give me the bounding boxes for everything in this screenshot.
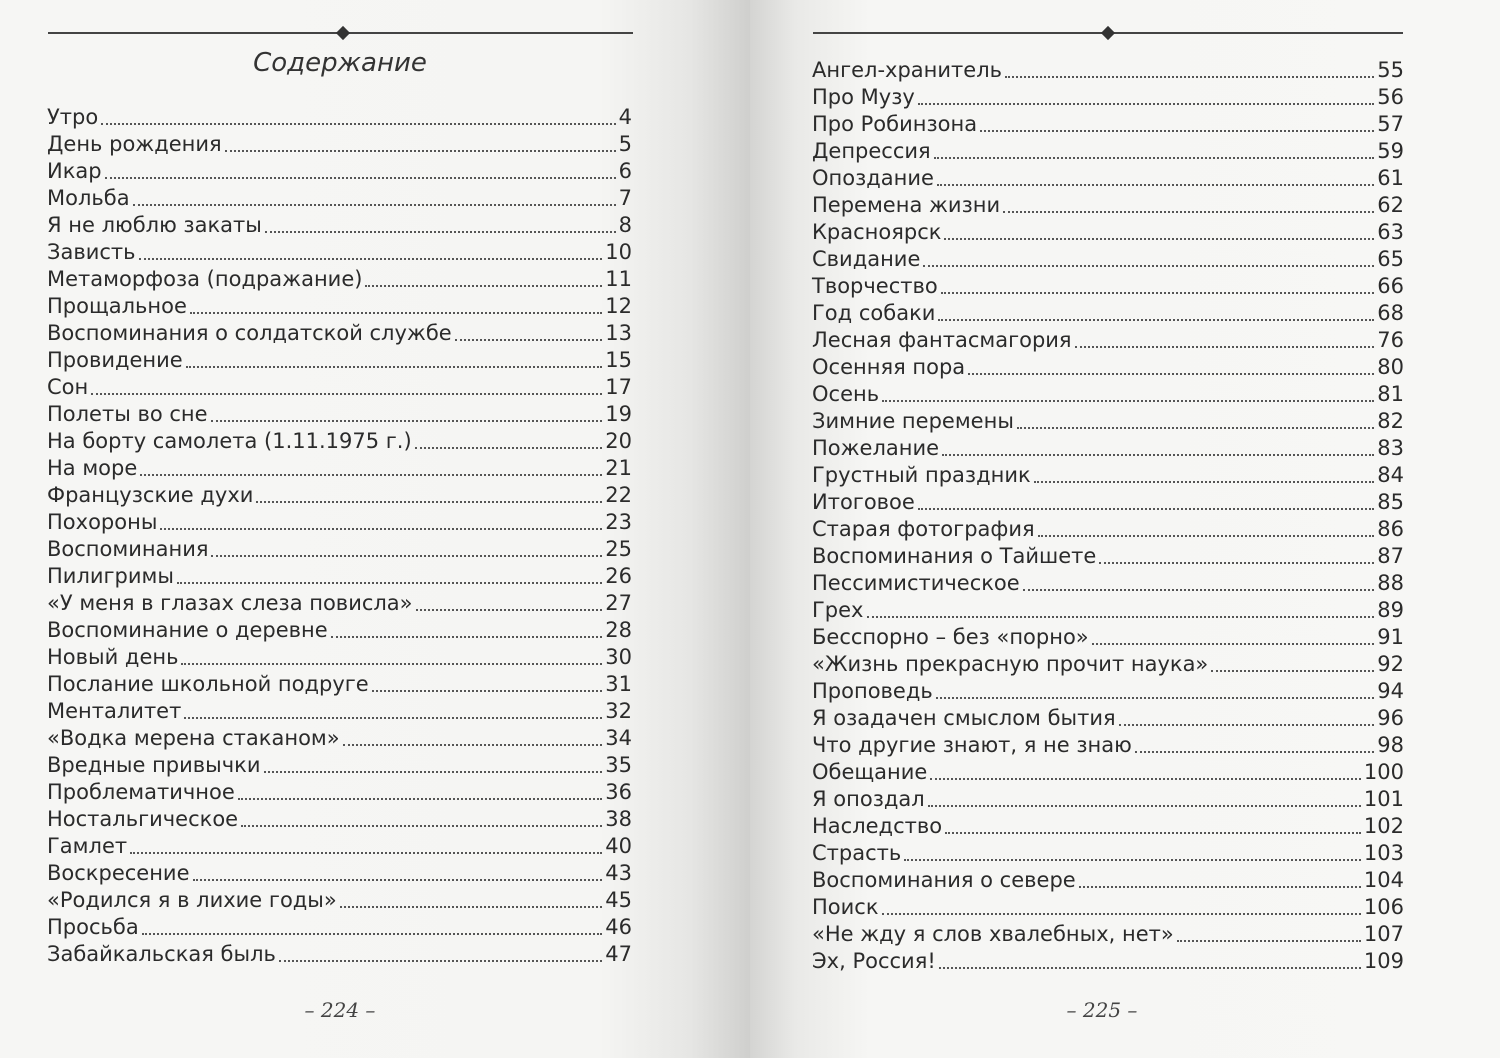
toc-entry-page: 82 bbox=[1377, 409, 1404, 433]
dot-leader bbox=[415, 447, 603, 449]
toc-entry-title: Пожелание bbox=[812, 436, 940, 460]
toc-entry-title: Осень bbox=[812, 382, 880, 406]
toc-entry bbox=[47, 374, 632, 401]
dot-leader bbox=[160, 528, 602, 530]
dot-leader bbox=[1211, 670, 1374, 672]
toc-entry-page: 63 bbox=[1377, 220, 1404, 244]
toc-entry-page: 96 bbox=[1377, 706, 1404, 730]
toc-entry-page: 98 bbox=[1377, 733, 1404, 757]
toc-entry bbox=[47, 158, 632, 185]
toc-entry bbox=[812, 327, 1404, 354]
dot-leader bbox=[372, 690, 603, 692]
toc-entry-title: Воскресение bbox=[47, 861, 190, 885]
toc-entry-page: 38 bbox=[605, 807, 632, 831]
toc-entry bbox=[47, 455, 632, 482]
toc-entry bbox=[812, 840, 1404, 867]
toc-entry bbox=[47, 779, 632, 806]
toc-entry-page: 30 bbox=[605, 645, 632, 669]
toc-entry bbox=[47, 725, 632, 752]
toc-entry-page: 35 bbox=[605, 753, 632, 777]
dot-leader bbox=[944, 238, 1374, 240]
toc-entry-page: 100 bbox=[1363, 760, 1404, 784]
toc-entry-page: 91 bbox=[1377, 625, 1404, 649]
toc-entry bbox=[47, 185, 632, 212]
toc-entry-title: Пилигримы bbox=[47, 564, 174, 588]
dot-leader bbox=[934, 157, 1375, 159]
toc-entry-title: Я опоздал bbox=[812, 787, 925, 811]
toc-entry-title: Утро bbox=[47, 105, 99, 129]
dot-leader bbox=[1092, 643, 1375, 645]
toc-entry bbox=[47, 644, 632, 671]
toc-entry-title: Зимние перемены bbox=[812, 409, 1014, 433]
dot-leader bbox=[416, 609, 603, 611]
toc-entry bbox=[47, 536, 632, 563]
dot-leader bbox=[256, 501, 602, 503]
toc-entry bbox=[812, 813, 1404, 840]
toc-entry-title: Просьба bbox=[47, 915, 139, 939]
dot-leader bbox=[1003, 211, 1374, 213]
toc-entry bbox=[812, 543, 1404, 570]
toc-entry-title: Провидение bbox=[47, 348, 183, 372]
toc-entry-page: 81 bbox=[1377, 382, 1404, 406]
toc-entry-title: Наследство bbox=[812, 814, 943, 838]
toc-entry bbox=[812, 435, 1404, 462]
dot-leader bbox=[904, 859, 1361, 861]
dot-leader bbox=[331, 636, 603, 638]
toc-entry-page: 68 bbox=[1377, 301, 1404, 325]
toc-entry bbox=[47, 104, 632, 131]
toc-entry-page: 103 bbox=[1363, 841, 1404, 865]
toc-entry-page: 40 bbox=[605, 834, 632, 858]
toc-entry bbox=[812, 570, 1404, 597]
toc-entry-title: Я озадачен смыслом бытия bbox=[812, 706, 1116, 730]
toc-entry-title: Про Музу bbox=[812, 85, 915, 109]
toc-entry-page: 8 bbox=[618, 213, 632, 237]
toc-entry-page: 5 bbox=[618, 132, 632, 156]
toc-entry bbox=[47, 806, 632, 833]
dot-leader bbox=[190, 312, 602, 314]
toc-entry-page: 17 bbox=[605, 375, 632, 399]
toc-entry-title: Вредные привычки bbox=[47, 753, 261, 777]
dot-leader bbox=[968, 373, 1374, 375]
toc-entry-title: Забайкальская быль bbox=[47, 942, 276, 966]
dot-leader bbox=[941, 292, 1375, 294]
toc-entry-page: 56 bbox=[1377, 85, 1404, 109]
dot-leader bbox=[882, 913, 1361, 915]
toc-entry-title: «Водка мерена стаканом» bbox=[47, 726, 340, 750]
dot-leader bbox=[211, 555, 602, 557]
dot-leader bbox=[279, 960, 602, 962]
dot-leader bbox=[980, 130, 1374, 132]
dot-leader bbox=[343, 744, 603, 746]
toc-entry bbox=[812, 678, 1404, 705]
toc-entry bbox=[47, 887, 632, 914]
toc-entry-page: 102 bbox=[1363, 814, 1404, 838]
dot-leader bbox=[918, 508, 1374, 510]
toc-entry bbox=[812, 921, 1404, 948]
toc-entry-title: Прощальное bbox=[47, 294, 187, 318]
toc-entry-title: Обещание bbox=[812, 760, 928, 784]
toc-entry-title: Я не люблю закаты bbox=[47, 213, 262, 237]
dot-leader bbox=[1177, 940, 1361, 942]
toc-entry-title: «Жизнь прекрасную прочит наука» bbox=[812, 652, 1209, 676]
dot-leader bbox=[264, 771, 603, 773]
toc-entry bbox=[47, 914, 632, 941]
dot-leader bbox=[937, 184, 1374, 186]
toc-entry-title: Послание школьной подруге bbox=[47, 672, 369, 696]
toc-entry-page: 76 bbox=[1377, 328, 1404, 352]
toc-entry-title: Итоговое bbox=[812, 490, 915, 514]
toc-entry-page: 66 bbox=[1377, 274, 1404, 298]
toc-entry-page: 6 bbox=[618, 159, 632, 183]
toc-entry-title: Воспоминания о севере bbox=[812, 868, 1076, 892]
toc-entry-title: Красноярск bbox=[812, 220, 942, 244]
toc-entry-page: 46 bbox=[605, 915, 632, 939]
toc-entry bbox=[812, 138, 1404, 165]
toc-entry-page: 55 bbox=[1377, 58, 1404, 82]
toc-entry-title: Старая фотография bbox=[812, 517, 1035, 541]
rule-ornament-icon bbox=[1101, 26, 1115, 40]
toc-entry-page: 43 bbox=[605, 861, 632, 885]
toc-list-right bbox=[812, 57, 1404, 975]
toc-entry bbox=[47, 563, 632, 590]
toc-entry-page: 22 bbox=[605, 483, 632, 507]
toc-entry-page: 25 bbox=[605, 537, 632, 561]
toc-entry bbox=[47, 212, 632, 239]
dot-leader bbox=[1099, 562, 1374, 564]
toc-entry-title: Лесная фантасмагория bbox=[812, 328, 1072, 352]
dot-leader bbox=[91, 393, 602, 395]
toc-entry-title: Воспоминания о Тайшете bbox=[812, 544, 1097, 568]
toc-entry bbox=[47, 860, 632, 887]
toc-entry-page: 83 bbox=[1377, 436, 1404, 460]
toc-entry-title: Воспоминания bbox=[47, 537, 209, 561]
toc-entry bbox=[47, 509, 632, 536]
dot-leader bbox=[928, 805, 1361, 807]
toc-entry bbox=[812, 489, 1404, 516]
toc-entry bbox=[812, 462, 1404, 489]
header-rule-left bbox=[48, 32, 633, 34]
dot-leader bbox=[1075, 346, 1375, 348]
toc-entry-page: 31 bbox=[605, 672, 632, 696]
toc-entry-page: 47 bbox=[605, 942, 632, 966]
dot-leader bbox=[1034, 481, 1375, 483]
toc-entry-title: Про Робинзона bbox=[812, 112, 978, 136]
toc-entry-title: На море bbox=[47, 456, 138, 480]
toc-entry-page: 104 bbox=[1363, 868, 1404, 892]
dot-leader bbox=[238, 798, 603, 800]
page-title: Содержание bbox=[253, 48, 427, 78]
dot-leader bbox=[918, 103, 1374, 105]
dot-leader bbox=[184, 717, 602, 719]
toc-entry bbox=[812, 732, 1404, 759]
dot-leader bbox=[1079, 886, 1361, 888]
toc-entry-page: 107 bbox=[1363, 922, 1404, 946]
toc-entry bbox=[812, 192, 1404, 219]
dot-leader bbox=[1135, 751, 1374, 753]
toc-entry-page: 85 bbox=[1377, 490, 1404, 514]
page-number-right: – 225 – bbox=[1066, 998, 1138, 1022]
dot-leader bbox=[945, 832, 1361, 834]
dot-leader bbox=[142, 933, 603, 935]
right-page bbox=[750, 0, 1500, 1058]
toc-entry bbox=[47, 590, 632, 617]
toc-entry-title: Ностальгическое bbox=[47, 807, 239, 831]
toc-entry-page: 20 bbox=[605, 429, 632, 453]
dot-leader bbox=[939, 967, 1361, 969]
toc-entry-title: Опоздание bbox=[812, 166, 934, 190]
toc-entry bbox=[812, 894, 1404, 921]
toc-entry bbox=[812, 624, 1404, 651]
toc-entry-title: Эх, Россия! bbox=[812, 949, 936, 973]
toc-entry-page: 62 bbox=[1377, 193, 1404, 217]
toc-entry bbox=[812, 786, 1404, 813]
dot-leader bbox=[1017, 427, 1374, 429]
toc-entry bbox=[812, 300, 1404, 327]
toc-entry-page: 4 bbox=[618, 105, 632, 129]
dot-leader bbox=[105, 177, 616, 179]
toc-entry-title: «Не жду я слов хвалебных, нет» bbox=[812, 922, 1174, 946]
dot-leader bbox=[882, 400, 1374, 402]
dot-leader bbox=[181, 663, 602, 665]
toc-entry-page: 106 bbox=[1363, 895, 1404, 919]
toc-entry-page: 19 bbox=[605, 402, 632, 426]
toc-entry bbox=[47, 698, 632, 725]
dot-leader bbox=[211, 420, 603, 422]
toc-entry bbox=[47, 347, 632, 374]
toc-entry-page: 88 bbox=[1377, 571, 1404, 595]
toc-entry-title: Грех bbox=[812, 598, 864, 622]
dot-leader bbox=[177, 582, 602, 584]
dot-leader bbox=[130, 852, 602, 854]
toc-entry bbox=[47, 266, 632, 293]
toc-entry-title: Мольба bbox=[47, 186, 130, 210]
toc-entry bbox=[812, 381, 1404, 408]
toc-entry-page: 11 bbox=[605, 267, 632, 291]
toc-entry bbox=[812, 165, 1404, 192]
toc-entry-title: Страсть bbox=[812, 841, 902, 865]
toc-entry bbox=[812, 354, 1404, 381]
toc-list-left bbox=[47, 104, 632, 968]
toc-entry-page: 80 bbox=[1377, 355, 1404, 379]
toc-entry bbox=[47, 239, 632, 266]
toc-entry-page: 26 bbox=[605, 564, 632, 588]
dot-leader bbox=[186, 366, 603, 368]
toc-entry-title: Менталитет bbox=[47, 699, 182, 723]
toc-entry-title: «У меня в глазах слеза повисла» bbox=[47, 591, 413, 615]
dot-leader bbox=[241, 825, 602, 827]
toc-entry-page: 27 bbox=[605, 591, 632, 615]
toc-entry bbox=[812, 57, 1404, 84]
toc-entry-page: 92 bbox=[1377, 652, 1404, 676]
toc-entry-title: Творчество bbox=[812, 274, 938, 298]
toc-entry-page: 28 bbox=[605, 618, 632, 642]
rule-ornament-icon bbox=[336, 26, 350, 40]
toc-entry-title: Грустный праздник bbox=[812, 463, 1031, 487]
toc-entry-title: Пессимистическое bbox=[812, 571, 1020, 595]
dot-leader bbox=[936, 697, 1375, 699]
toc-entry-title: Проповедь bbox=[812, 679, 933, 703]
toc-entry-page: 94 bbox=[1377, 679, 1404, 703]
toc-entry-page: 12 bbox=[605, 294, 632, 318]
toc-entry bbox=[812, 948, 1404, 975]
dot-leader bbox=[867, 616, 1375, 618]
dot-leader bbox=[1038, 535, 1375, 537]
toc-entry-page: 84 bbox=[1377, 463, 1404, 487]
toc-entry-title: Год собаки bbox=[812, 301, 936, 325]
toc-entry-page: 59 bbox=[1377, 139, 1404, 163]
toc-entry bbox=[812, 516, 1404, 543]
toc-entry-title: На борту самолета (1.11.1975 г.) bbox=[47, 429, 412, 453]
dot-leader bbox=[365, 285, 602, 287]
toc-entry bbox=[47, 833, 632, 860]
dot-leader bbox=[942, 454, 1374, 456]
toc-entry bbox=[47, 617, 632, 644]
dot-leader bbox=[1023, 589, 1375, 591]
toc-entry-title: Метаморфоза (подражание) bbox=[47, 267, 363, 291]
toc-entry bbox=[47, 293, 632, 320]
dot-leader bbox=[140, 474, 602, 476]
dot-leader bbox=[930, 778, 1361, 780]
dot-leader bbox=[923, 265, 1374, 267]
dot-leader bbox=[133, 204, 616, 206]
header-rule-right bbox=[813, 32, 1403, 34]
dot-leader bbox=[340, 906, 603, 908]
toc-entry-page: 65 bbox=[1377, 247, 1404, 271]
toc-entry-title: Проблематичное bbox=[47, 780, 235, 804]
dot-leader bbox=[938, 319, 1374, 321]
toc-entry-page: 45 bbox=[605, 888, 632, 912]
toc-entry-title: «Родился я в лихие годы» bbox=[47, 888, 337, 912]
toc-entry bbox=[812, 867, 1404, 894]
toc-entry-page: 109 bbox=[1363, 949, 1404, 973]
toc-entry-title: Зависть bbox=[47, 240, 136, 264]
dot-leader bbox=[139, 258, 603, 260]
toc-entry-title: Гамлет bbox=[47, 834, 128, 858]
toc-entry-page: 23 bbox=[605, 510, 632, 534]
page-number-left: – 224 – bbox=[304, 998, 376, 1022]
toc-entry-title: Поиск bbox=[812, 895, 879, 919]
toc-entry-title: Икар bbox=[47, 159, 102, 183]
toc-entry bbox=[47, 482, 632, 509]
toc-entry-page: 15 bbox=[605, 348, 632, 372]
dot-leader bbox=[193, 879, 603, 881]
toc-entry bbox=[47, 752, 632, 779]
dot-leader bbox=[455, 339, 603, 341]
dot-leader bbox=[265, 231, 616, 233]
toc-entry-page: 10 bbox=[605, 240, 632, 264]
toc-entry bbox=[812, 597, 1404, 624]
toc-entry bbox=[812, 651, 1404, 678]
toc-entry-page: 89 bbox=[1377, 598, 1404, 622]
toc-entry bbox=[47, 401, 632, 428]
toc-entry-page: 34 bbox=[605, 726, 632, 750]
dot-leader bbox=[225, 150, 616, 152]
toc-entry-title: Осенняя пора bbox=[812, 355, 966, 379]
toc-entry-title: Свидание bbox=[812, 247, 921, 271]
toc-entry-title: Что другие знают, я не знаю bbox=[812, 733, 1132, 757]
toc-entry bbox=[812, 705, 1404, 732]
dot-leader bbox=[1005, 76, 1374, 78]
toc-entry bbox=[47, 671, 632, 698]
toc-entry-page: 32 bbox=[605, 699, 632, 723]
toc-entry bbox=[812, 246, 1404, 273]
toc-entry bbox=[47, 131, 632, 158]
toc-entry-page: 13 bbox=[605, 321, 632, 345]
toc-entry-page: 86 bbox=[1377, 517, 1404, 541]
toc-entry-title: Новый день bbox=[47, 645, 179, 669]
toc-entry-title: Воспоминания о солдатской службе bbox=[47, 321, 452, 345]
toc-entry-page: 101 bbox=[1363, 787, 1404, 811]
toc-entry-page: 61 bbox=[1377, 166, 1404, 190]
toc-entry-page: 36 bbox=[605, 780, 632, 804]
toc-entry bbox=[812, 759, 1404, 786]
toc-entry-title: Воспоминание о деревне bbox=[47, 618, 328, 642]
toc-entry-page: 7 bbox=[618, 186, 632, 210]
dot-leader bbox=[101, 123, 615, 125]
toc-entry-title: Сон bbox=[47, 375, 89, 399]
toc-entry bbox=[812, 408, 1404, 435]
toc-entry bbox=[812, 219, 1404, 246]
toc-entry-title: Полеты во сне bbox=[47, 402, 208, 426]
toc-entry-page: 87 bbox=[1377, 544, 1404, 568]
toc-entry bbox=[47, 320, 632, 347]
toc-entry-title: Перемена жизни bbox=[812, 193, 1001, 217]
toc-entry bbox=[812, 111, 1404, 138]
toc-entry bbox=[812, 84, 1404, 111]
toc-entry-title: Бесспорно – без «порно» bbox=[812, 625, 1089, 649]
toc-entry-title: Депрессия bbox=[812, 139, 931, 163]
toc-entry-page: 57 bbox=[1377, 112, 1404, 136]
toc-entry bbox=[47, 941, 632, 968]
toc-entry-title: Французские духи bbox=[47, 483, 254, 507]
toc-entry bbox=[47, 428, 632, 455]
toc-entry-title: Похороны bbox=[47, 510, 158, 534]
toc-entry-title: День рождения bbox=[47, 132, 222, 156]
dot-leader bbox=[1119, 724, 1375, 726]
toc-entry bbox=[812, 273, 1404, 300]
toc-entry-page: 21 bbox=[605, 456, 632, 480]
toc-entry-title: Ангел-хранитель bbox=[812, 58, 1003, 82]
